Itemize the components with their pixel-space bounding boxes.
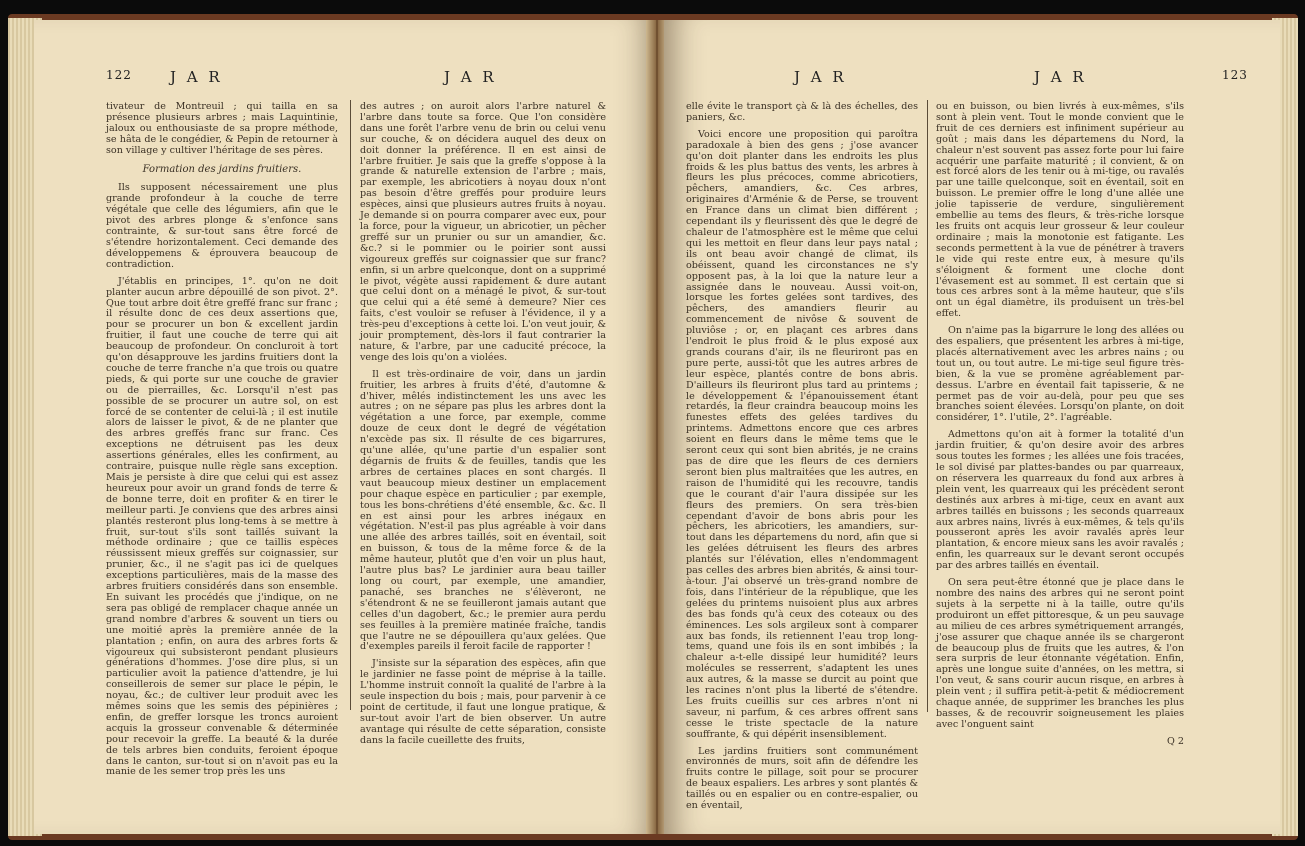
column-divider — [927, 100, 928, 712]
paragraph: tivateur de Montreuil ; qui tailla en sa présence plusieurs arbres ; mais Laquintinie, jaloux ou enthousiaste de sa propre méthode, se hâta de le congédier, & Pepin de retourner à son village y cultiver l'héritage de ses pères. — [106, 101, 338, 156]
right-page-column-2 — [936, 102, 1184, 748]
running-head-right-1: J A R — [794, 68, 847, 86]
running-head-right-2: J A R — [1034, 68, 1087, 86]
column-divider — [350, 100, 351, 710]
page-number-left: 122 — [106, 68, 132, 82]
paragraph: des autres ; on auroit alors l'arbre naturel & l'arbre dans toute sa force. Que l'on considère dans une forêt l'arbre venu de brin ou celui venu sur couche, & on décidera auquel des deux on doit donner la préférence. Il en est ainsi de l'arbre fruitier. Je sais que la greffe s'oppose à la grande & naturelle extension de l'arbre ; mais, par exemple, les abricotiers à noyau doux n'ont pas besoin d'être greffés pour produire leurs espèces, ainsi que plusieurs autres fruits à noyau. Je demande si on pourra comparer avec eux, pour la force, pour la vigueur, un abricotier, un pêcher greffé sur un prunier ou sur un amandier, &c. &c.? si le pommier ou le poirier sont aussi vigoureux greffés sur coignassier que sur franc? enfin, si un arbre quelconque, dont on a supprimé le pivot, végète aussi rapidement & dure autant que celui dont on a ménagé le pivot, & sur-tout que celui qui a été semé à demeure? Nier ces faits, c'est vouloir se refuser à l'évidence, il y a très-peu d'exceptions à cette loi. L'on veut jouir, & jouir promptement, dès-lors il faut contrarier la nature, & l'arbre, par une caducité précoce, la venge des lois qu'on a violées. — [360, 101, 606, 363]
left-page — [34, 20, 656, 834]
paragraph: ou en buisson, ou bien livrés à eux-mêmes, s'ils sont à plein vent. Tout le monde convient que le fruit de ces derniers est infiniment supérieur au goût ; mais dans les départemens du Nord, la chaleur n'est souvent pas assez forte pour lui faire acquérir une parfaite maturité ; il convient, & on est forcé alors de les tenir ou à mi-tige, ou ravalés par une taille quelconque, soit en éventail, soit en buisson. Le premier offre le long d'une allée une jolie tapisserie de verdure, singulièrement embellie au tems des fleurs, & très-riche lorsque les fruits ont acquis leur grosseur & leur couleur ordinaire ; mais la monotonie est fatigante. Les seconds permettent à la vue de pénétrer à travers le vide qui reste entre eux, à mesure qu'ils s'éloignent & forment une cloche dont l'évasement est au sommet. Il est certain que si tous ces arbres sont à la même hauteur, que s'ils ont un égal diamètre, ils produisent un très-bel effet. — [936, 101, 1184, 320]
paragraph: On sera peut-être étonné que je place dans le nombre des nains des arbres qui ne seront point sujets à la serpette ni à la taille, outre qu'ils produiront un effet pittoresque, & un peu sauvage au milieu de ces arbres symétriquement arrangés, j'ose assurer que chaque année ils se chargeront de beaucoup plus de fruits que les autres, & l'on sera surpris de leur étonnante végétation. Enfin, après une longue suite d'années, on les mettra, si l'on veut, & sans courir aucun risque, en arbres à plein vent ; il suffira petit-à-petit & médiocrement chaque année, de supprimer les branches les plus basses, & de recouvrir soigneusement les plaies avec l'onguent saint — [936, 577, 1184, 730]
paragraph: Les jardins fruitiers sont communément environnés de murs, soit afin de défendre les fruits contre le pillage, soit pour se procurer de beaux espaliers. Les arbres y sont plantés & taillés ou en espalier ou en contre-espalier, ou en éventail, — [686, 745, 918, 812]
paragraph: On n'aime pas la bigarrure le long des allées ou des espaliers, que présentent les arbres à mi-tige, placés alternativement avec les arbres nains ; ou tout un, ou tout autre. Le mi-tige seul figure très-bien, & la vue se promène agréablement par-dessus. L'arbre en éventail fait tapisserie, & ne permet pas de voir au-delà, pour peu que ses branches soient élevées. Lorsqu'on plante, on doit considérer, 1°. l'utile, 2°. l'agréable. — [936, 325, 1184, 424]
paragraph: Admettons qu'on ait à former la totalité d'un jardin fruitier, & qu'on desire avoir des arbres sous toutes les formes ; les allées une fois tracées, le sol divisé par plattes-bandes ou par quarreaux, on réservera les quarreaux du fond aux arbres à plein vent, les quarreaux qui les précèdent seront destinés aux arbres à mi-tige, ceux en avant aux arbres taillés en buissons ; les seconds quarreaux aux arbres nains, livrés à eux-mêmes, & tels qu'ils pousseront après les avoir ravalés après leur plantation, & encore mieux sans les avoir ravalés ; enfin, les quarreaux sur le devant seront occupés par des arbres taillés en éventail. — [936, 429, 1184, 572]
running-head-left-2: J A R — [444, 68, 497, 86]
paragraph: elle évite le transport çà & là des échelles, des paniers, &c. — [686, 101, 918, 123]
page-number-right: 123 — [1222, 68, 1248, 82]
paragraph: J'insiste sur la séparation des espèces, afin que le jardinier ne fasse point de méprise à la taille. L'homme instruit connoît la qualité de l'arbre à la seule inspection du bois ; mais, pour parvenir à ce point de certitude, il faut une longue pratique, & sur-tout avoir l'art de bien observer. Un autre avantage qui résulte de cette séparation, consiste dans la facile cueillette des fruits, — [360, 658, 606, 746]
right-page-column-1 — [686, 102, 918, 818]
right-page — [664, 20, 1280, 834]
running-head-left-1: J A R — [170, 68, 223, 86]
paragraph: Voici encore une proposition qui paroîtra paradoxale à bien des gens ; j'ose avancer qu'on doit planter dans les endroits les plus froids & les plus battus des vents, les arbres à fleurs les plus précoces, comme abricotiers, pêchers, amandiers, &c. Ces arbres, originaires d'Arménie & de Perse, se trouvent en France dans un climat bien différent ; cependant ils y fleurissent dès que le degré de chaleur de l'atmosphère est le même que celui qui les mettoit en fleur dans leur pays natal ; ils ont beau avoir changé de climat, ils obéissent, quand les circonstances ne s'y opposent pas, à la loi que la nature leur a assignée dans le nouveau. Aussi voit-on, lorsque les fortes gelées sont tardives, des pêchers, des amandiers fleurir au commencement de nivôse & souvent de pluviôse ; or, en plaçant ces arbres dans l'endroit le plus froid & le plus exposé aux grands courans d'air, ils ne fleuriront pas en pure perte, aussi-tôt que les autres arbres de leur espèce, plantés contre de bons abris. D'ailleurs ils fleuriront plus tard au printems ; le développement & l'épanouissement étant retardés, la fleur craindra beaucoup moins les funestes effets des gelées tardives du printems. Admettons encore que ces arbres soient en fleurs dans le même tems que le seront ceux qui sont bien abrités, je ne crains pas de dire que les fleurs de ces derniers seront bien plus maltraitées que les autres, en raison de l'humidité qui les recouvre, tandis que le courant d'air l'aura dissipée sur les fleurs des premiers. On sera très-bien cependant d'avoir de bons abris pour les pêchers, les abricotiers, les amandiers, sur-tout dans les départemens du nord, afin que si les gelées détruisent les fleurs des arbres plantés sur l'élévation, elles n'endommagent pas celles des arbres bien abrités, & ainsi tour-à-tour. J'ai observé un très-grand nombre de fois, dans l'intérieur de la république, que les gelées du printems nuisoient plus aux arbres des bas fonds qu'à ceux des coteaux ou des éminences. Les sols argileux sont à comparer aux bas fonds, ils retiennent l'eau trop long-tems, quand une fois ils en sont imbibés ; la chaleur a-t-elle dissipé leur humidité? leurs molécules se resserrent, s'adaptent les unes aux autres, & la masse se durcit au point que les racines n'ont plus la liberté de s'étendre. Les fruits cueillis sur ces arbres n'ont ni saveur, ni parfum, & ces arbres offrent sans cesse le triste spectacle de la nature souffrante, & qui dépérit insensiblement. — [686, 128, 918, 740]
left-page-column-1 — [106, 102, 338, 784]
section-heading: Formation des jardins fruitiers. — [142, 163, 302, 175]
book — [8, 14, 1298, 840]
signature-mark: Q 2 — [1166, 735, 1184, 747]
left-page-column-2 — [360, 102, 606, 753]
paragraph: J'établis en principes, 1°. qu'on ne doit planter aucun arbre dépouillé de son pivot. 2°. Que tout arbre doit être greffé franc sur franc ; il résulte donc de ces deux assertions que, pour se procurer un bon & excellent jardin fruitier, il faut une couche de terre qui ait beaucoup de profondeur. On concluroit à tort qu'on désapprouve les jardins fruitiers dont la couche de terre franche n'a que trois ou quatre pieds, & qui porte sur une couche de gravier ou de pierrailles, &c. Lorsqu'il n'est pas possible de se procurer un autre sol, on est forcé de se contenter de celui-là ; il est inutile alors de laisser le pivot, & de ne planter que des arbres greffés franc sur franc. Ces exceptions ne détruisent pas les deux assertions générales, elles les confirment, au contraire, puisque nulle règle sans exception. Mais je persiste à dire que celui qui est assez heureux pour avoir un grand fonds de terre & de bonne terre, doit en profiter & en tirer le meilleur parti. Je conviens que des arbres ainsi plantés resteront plus long-tems à se mettre à fruit, sur-tout s'ils sont taillés suivant la méthode ordinaire ; que ce taillis espèces réussissent mieux greffés sur coignassier, sur prunier, &c., il ne s'agit pas ici de quelques exceptions particulières, mais de la masse des arbres fruitiers considérés dans son ensemble. En suivant les procédés que j'indique, on ne sera pas obligé de remplacer chaque année un grand nombre d'arbres & souvent un tiers ou une moitié après la première année de la plantation ; enfin, on aura des arbres forts & vigoureux qui subsisteront pendant plusieurs générations d'hommes. J'ose dire plus, si un particulier avoit la patience d'attendre, je lui conseillerois de semer sur place le pépin, le noyau, &c.; de cultiver leur produit avec les mêmes soins que les semis des pépinières ; enfin, de greffer lorsque les troncs auroient acquis la grosseur convenable & déterminée pour recevoir la greffe. La beauté & la durée de tels arbres bien conduits, feroient époque dans le canton, sur-tout si on n'avoit pas eu la manie de les semer trop près les uns — [106, 275, 338, 778]
paragraph: Ils supposent nécessairement une plus grande profondeur à la couche de terre végétale que celle des légumiers, afin que le pivot des arbres plonge & s'enfonce sans contrainte, & sur-tout sans être forcé de s'étendre horizontalement. Ceci demande des développemens & éprouvera beaucoup de contradiction. — [106, 182, 338, 270]
paragraph: Il est très-ordinaire de voir, dans un jardin fruitier, les arbres à fruits d'été, d'automne & d'hiver, mêlés indistinctement les uns avec les autres ; on ne sépare pas plus les arbres dont la végétation a une force, par exemple, comme douze de ceux dont le degré de végétation n'excède pas six. Il résulte de ces bigarrures, qu'une allée, qu'une partie d'un espalier sont dégarnis de fruits & de feuilles, tandis que les arbres de certaines places en sont chargés. Il vaut beaucoup mieux destiner un emplacement pour chaque espèce en particulier ; par exemple, tous les bons-chrétiens d'été ensemble, &c. &c. Il en est ainsi pour les arbres inégaux en végétation. N'est-il pas plus agréable à voir dans une allée des arbres taillés, soit en éventail, soit en buisson, & tous de la même force & de la même hauteur, plutôt que d'en voir un plus haut, l'autre plus bas? Le jardinier aura beau tailler long ou court, par exemple, une amandier, panaché, ses branches ne s'élèveront, ne s'étendront & ne se feuilleront jamais autant que celles d'un dagobert, &c.; le premier aura perdu ses feuilles à la première matinée fraîche, tandis que l'autre ne se dépouillera qu'aux gelées. Que d'exemples pareils il feroit facile de rapporter ! — [360, 368, 606, 653]
